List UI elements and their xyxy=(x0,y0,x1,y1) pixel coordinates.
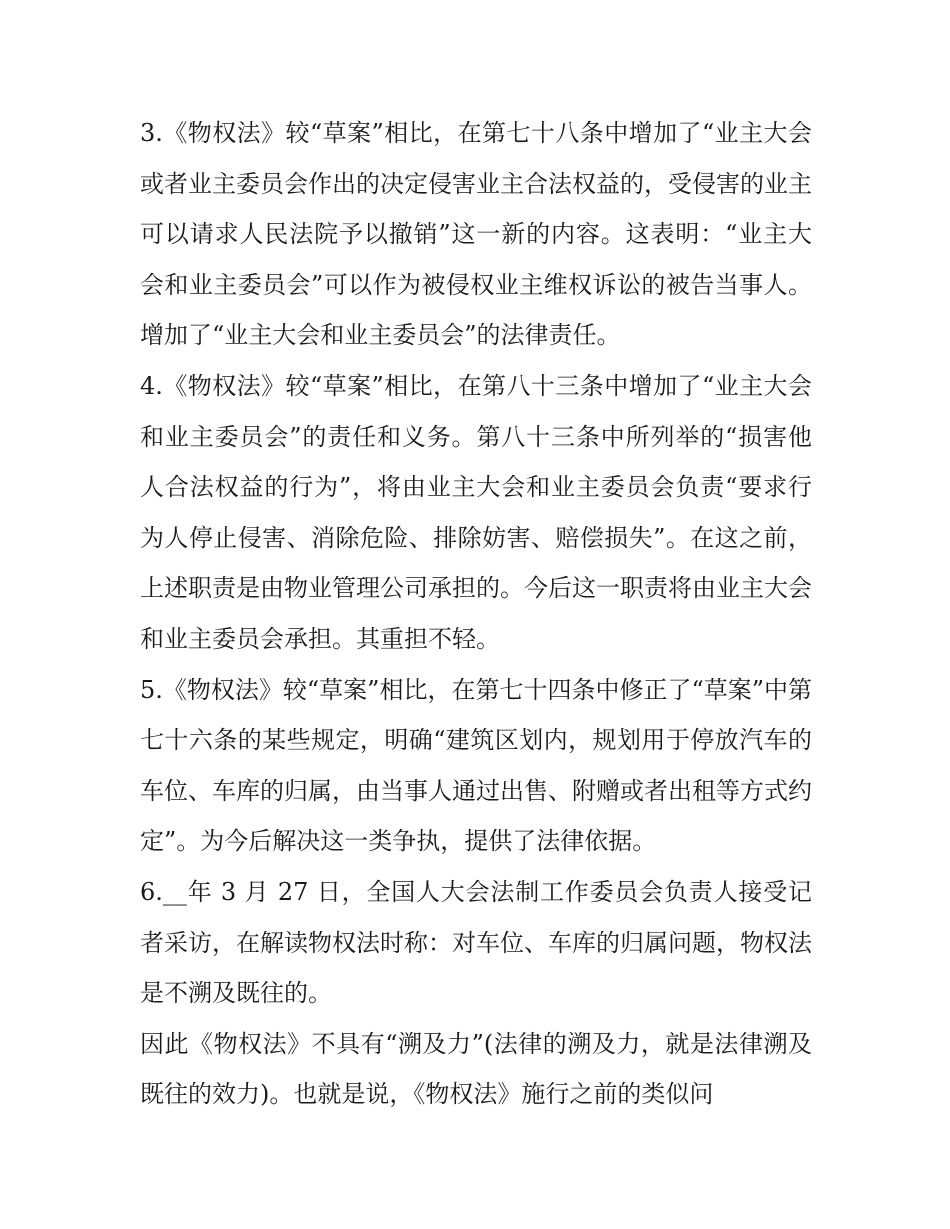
paragraph-interview: 6.__年 3 月 27 日，全国人大会法制工作委员会负责人接受记者采访，在解读物权法时称：对车位、车库的归属问题，物权法是不溯及既往的。 xyxy=(140,877,812,1008)
paragraph-article-74: 5.《物权法》较“草案”相比，在第七十四条中修正了“草案”中第七十六条的某些规定，明确“建筑区划内，规划用于停放汽车的车位、车库的归属，由当事人通过出售、附赠或者出租等方式约定”。为今后解决这一类争执，提供了法律依据。 xyxy=(140,675,812,856)
paragraph-article-83: 4.《物权法》较“草案”相比，在第八十三条中增加了“业主大会和业主委员会”的责任和义务。第八十三条中所列举的“损害他人合法权益的行为”，将由业主大会和业主委员会负责“要求行为人停止侵害、消除危险、排除妨害、赔偿损失”。在这之前，上述职责是由物业管理公司承担的。今后这一职责将由业主大会和业主委员会承担。其重担不轻。 xyxy=(140,371,812,653)
paragraph-retroactivity: 因此《物权法》不具有“溯及力”(法律的溯及力，就是法律溯及既往的效力)。也就是说，《物权法》施行之前的类似问 xyxy=(140,1029,812,1109)
paragraph-article-78: 3.《物权法》较“草案”相比，在第七十八条中增加了“业主大会或者业主委员会作出的决定侵害业主合法权益的，受侵害的业主可以请求人民法院予以撤销”这一新的内容。这表明：“业主大会和业主委员会”可以作为被侵权业主维权诉讼的被告当事人。增加了“业主大会和业主委员会”的法律责任。 xyxy=(140,119,812,350)
document-body xyxy=(140,108,812,1120)
